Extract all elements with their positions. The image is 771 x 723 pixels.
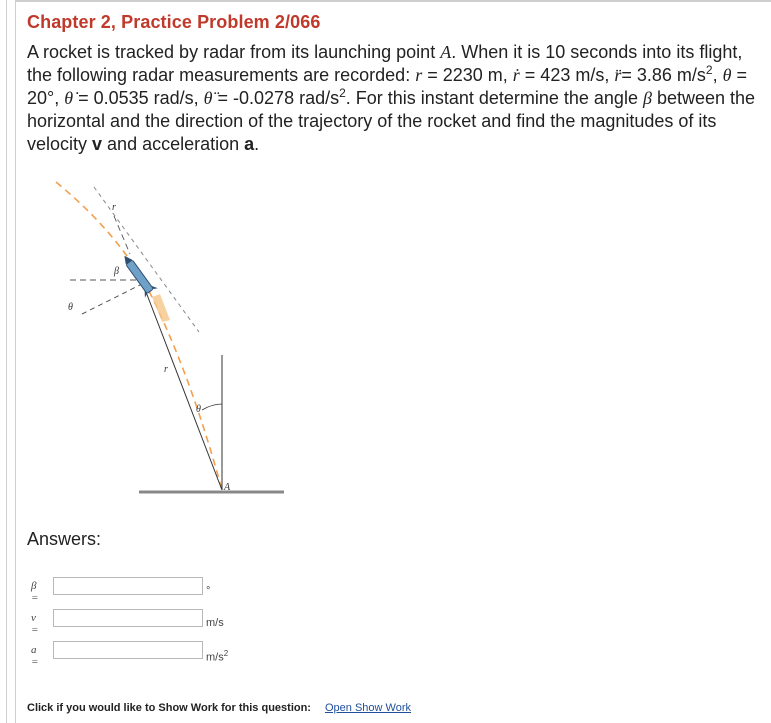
problem-text: .	[254, 134, 260, 154]
unit-exponent: 2	[223, 649, 229, 658]
answers-heading: Answers:	[27, 529, 102, 549]
beta-answer-input[interactable]	[53, 577, 203, 595]
thetadot-value: = 0.0535 rad/s,	[73, 88, 204, 108]
problem-text: and acceleration	[102, 134, 245, 154]
problem-text: A rocket is tracked by radar from its launching point	[27, 42, 441, 62]
answer-label: v =	[31, 612, 39, 636]
exponent: 2	[339, 86, 346, 100]
r-direction-line	[114, 216, 130, 254]
label-r-mid: r	[164, 364, 168, 375]
answer-label: a =	[31, 644, 39, 668]
thetaddot-symbol: θ̈	[203, 88, 213, 108]
unit-text: °	[206, 585, 211, 597]
problem-text: between the horizontal and the direction of the trajectory of the rocket and find the magnitudes of its velocity	[27, 88, 756, 154]
label-theta-low: θ	[196, 404, 201, 415]
thetadot-symbol: θ̇	[64, 88, 74, 108]
exponent: 2	[705, 63, 713, 77]
r-value: = 2230 m,	[422, 65, 513, 85]
rddot-value: = 3.86 m/s	[621, 65, 706, 85]
rddot-symbol: r̈	[614, 65, 622, 85]
open-show-work-link[interactable]: Open Show Work	[324, 702, 411, 714]
velocity-answer-input[interactable]	[53, 609, 203, 627]
r-symbol: r	[415, 65, 423, 85]
acceleration-answer-input[interactable]	[53, 641, 203, 659]
label-theta-left: θ	[68, 302, 73, 313]
radius-line	[146, 292, 222, 490]
question-panel	[16, 2, 771, 723]
theta-arc	[202, 404, 222, 410]
trajectory-path	[56, 182, 222, 490]
problem-statement: A rocket is tracked by radar from its launching point A. When it is 10 seconds into its flight, the following radar measurements are recorded: r = 2230 m, ṙ = 423 m/s, r̈= 3.86 $m/s^2$, θ = 20°, θ̇ = 0.0535 rad/s, θ̈ = -0.0278 rad/$s^2$. For this instant determine the angle β between the horizontal and the direction of the trajectory of the rocket and find the magnitudes of its velocity v and acceleration a.	[27, 42, 756, 154]
answer-unit	[206, 585, 210, 597]
theta-value: = 20°,	[27, 65, 747, 108]
unit-text: m/s	[206, 617, 224, 629]
rdot-symbol: ṙ	[512, 65, 520, 85]
rocket-radar-figure	[34, 172, 294, 502]
exhaust-plume	[152, 294, 170, 322]
acceleration-symbol: a	[244, 134, 255, 154]
problem-text: . When it is 10 seconds into its flight, the following radar measurements are recorded:	[27, 42, 743, 85]
thetaddot-value: = -0.0278 rad/s	[212, 88, 340, 108]
show-work-footer	[27, 702, 411, 714]
answer-label: β =	[31, 580, 39, 604]
beta-symbol: β	[642, 88, 652, 108]
tangent-line	[94, 187, 199, 332]
label-point-a: A	[224, 482, 231, 493]
rocket-icon	[118, 251, 158, 298]
answer-unit	[206, 649, 228, 664]
unit-text: m/s	[206, 651, 224, 664]
theta-symbol: θ	[722, 65, 732, 85]
answer-unit	[206, 617, 224, 629]
label-r-top: r	[112, 202, 116, 213]
left-border	[6, 0, 7, 723]
label-beta: β	[114, 266, 119, 277]
show-work-prompt: Click if you would like to Show Work for this question:	[27, 702, 311, 714]
theta-reference-line	[82, 282, 146, 314]
velocity-symbol: v	[92, 134, 103, 154]
point-symbol: A	[440, 42, 452, 62]
problem-title: Chapter 2, Practice Problem 2/066	[27, 12, 321, 32]
problem-text: . For this instant determine the angle	[345, 88, 643, 108]
rdot-value: = 423 m/s,	[519, 65, 615, 85]
